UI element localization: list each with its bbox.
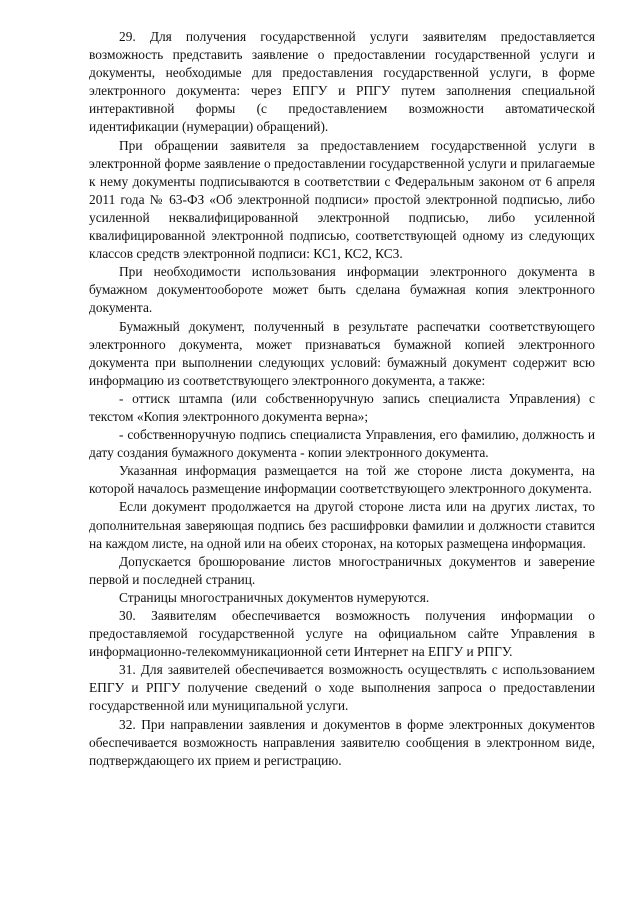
paragraph-32: 32. При направлении заявления и документов в форме электронных документов обеспечивается возможность направления заявителю сообщения в электронном виде, подтверждающего их прием и регистрацию.: [89, 716, 595, 768]
paragraph-30: 30. Заявителям обеспечивается возможность получения информации о предоставляемой государственной услуге на официальном сайте Управления в информационно-телекоммуникационной сети Интернет на ЕПГУ и РПГУ.: [89, 608, 595, 660]
paragraph-numbering: Страницы многостраничных документов нумеруются.: [119, 589, 430, 605]
paragraph-electronic-signature: При обращении заявителя за предоставлением государственной услуги в электронной форме заявление о предоставлении государственной услуги и прилагаемые к нему документы подписываются в соответствии с Федеральным законом от 6 апреля 2011 года № 63-ФЗ «Об электронной подписи» простой электронной подписью, либо усиленной неквалифицированной электронной подписью, либо усиленной квалифицированной электронной подписью, соответствующей одному из следующих классов средств электронной подписи: КС1, КС2, КС3.: [89, 137, 595, 262]
list-item-stamp: - оттиск штампа (или собственноручную запись специалиста Управления) с текстом «Копия электронного документа верна»;: [89, 390, 595, 424]
paragraph-other-side: Если документ продолжается на другой стороне листа или на других листах, то дополнительная заверяющая подпись без расшифровки фамилии и должности ставится на каждом листе, на одной или на обеих сторонах, на которых размещена информация.: [89, 499, 595, 551]
paragraph-31: 31. Для заявителей обеспечивается возможность осуществлять с использованием ЕПГУ и РПГУ получение сведений о ходе выполнения запроса о предоставлении государственной или муниципальной услуги.: [89, 662, 595, 714]
paragraph-binding: Допускается брошюрование листов многостраничных документов и заверение первой и последней страниц.: [89, 553, 595, 587]
list-item-signature: - собственноручную подпись специалиста Управления, его фамилию, должность и дату создания бумажного документа - копии электронного документа.: [89, 427, 595, 461]
document-page: [89, 28, 595, 770]
paragraph-29: 29. Для получения государственной услуги заявителям предоставляется возможность представить заявление о предоставлении государственной услуги и документы, необходимые для предоставления государственной услуги, в форме электронного документа: через ЕПГУ и РПГУ путем заполнения специальной интерактивной формы (с предоставлением возможности автоматической идентификации (нумерации) обращений).: [89, 29, 595, 135]
paragraph-paper-document-conditions: Бумажный документ, полученный в результате распечатки соответствующего электронного документа, может признаваться бумажной копией электронного документа при выполнении следующих условий: бумажный документ содержит всю информацию из соответствующего электронного документа, а также:: [89, 318, 595, 388]
paragraph-same-side: Указанная информация размещается на той же стороне листа документа, на которой началось размещение информации соответствующего электронного документа.: [89, 463, 595, 497]
paragraph-paper-copy: При необходимости использования информации электронного документа в бумажном документообороте может быть сделана бумажная копия электронного документа.: [89, 264, 595, 316]
